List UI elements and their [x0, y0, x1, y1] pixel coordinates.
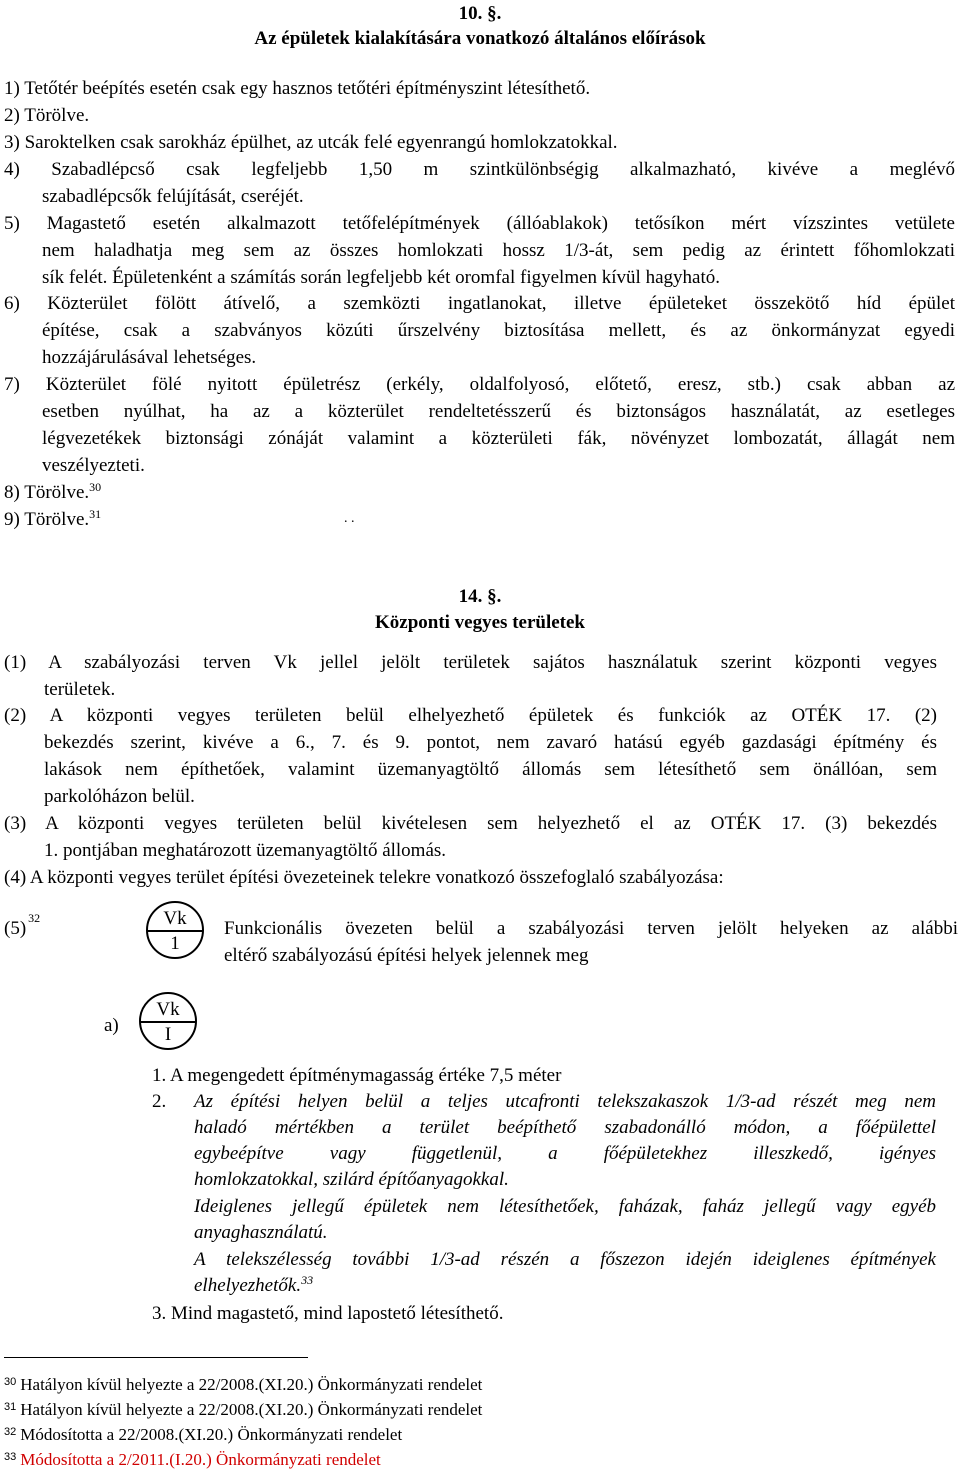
footnote-separator: [4, 1357, 308, 1358]
section-10-number: 10. §.: [458, 3, 502, 24]
s10-item-5-line2: nem haladhatja meg sem az összes homlokzati hossz 1/3-át, sem pedig az érintett főhomlokzati: [42, 240, 955, 261]
zone-symbol-top: Vk: [156, 999, 180, 1020]
list-item-2-line5: Ideiglenes jellegű épületek nem létesíthetőek, faházak, faház jellegű vagy egyéb: [194, 1196, 936, 1217]
s14-item-5-label: [4, 911, 41, 939]
footnote-31: [4, 1401, 482, 1418]
s10-item-8-text: 8) Törölve.: [4, 482, 90, 503]
s14-item-5-line1: Funkcionális övezeten belül a szabályozási terven jelölt helyeken az alábbi: [224, 918, 958, 939]
s10-item-6-line1: 6) Közterület fölött átívelő, a szemközti ingatlanokat, illetve épületeket összekötő híd épület: [4, 293, 955, 314]
footnote-text: Módosította a 2/2011.(I.20.) Önkormányzati rendelet: [20, 1450, 381, 1469]
s14-item-5-line2: eltérő szabályozású építési helyek jelennek meg: [224, 945, 589, 966]
list-item-1: 1. A megengedett építménymagasság értéke 7,5 méter: [152, 1065, 562, 1086]
list-item-2-line1: Az építési helyen belül a teljes utcafronti telekszakaszok 1/3-ad részét meg nem: [194, 1091, 936, 1112]
s10-item-7-line1: 7) Közterület fölé nyitott épületrész (erkély, oldalfolyosó, előtető, eresz, stb.) csak abban az: [4, 374, 955, 395]
s10-item-9: [4, 507, 102, 530]
s10-item-4-line2: szabadlépcsők felújítását, cseréjét.: [42, 186, 304, 207]
list-item-2-line3: egybeépítve vagy függetlenül, a főépületekhez illeszkedő, igényes: [194, 1143, 936, 1164]
s14-item-2-line3: lakások nem építhetőek, valamint üzemanyagtöltő állomás sem létesíthető sem önállóan, sem: [44, 759, 937, 780]
s10-item-4-line1: 4) Szabadlépcső csak legfeljebb 1,50 m szintkülönbségig alkalmazható, kivéve a meglévő: [4, 159, 955, 180]
s10-item-6-line2: építése, csak a szabványos közúti űrszelvény biztosítása mellett, és az önkormányzat egyedi: [42, 320, 955, 341]
s10-item-1: 1) Tetőtér beépítés esetén csak egy hasznos tetőtéri építményszint létesíthető.: [4, 78, 591, 99]
footnote-number: 32: [4, 1426, 17, 1438]
footnote-text: Hatályon kívül helyezte a 22/2008.(XI.20.) Önkormányzati rendelet: [20, 1375, 483, 1394]
zone-symbol-vk-I: [139, 992, 197, 1050]
item-5-label-text: (5): [4, 918, 27, 939]
s14-item-2-line4: parkolóházon belül.: [44, 786, 195, 807]
s10-item-7-line4: veszélyezteti.: [42, 455, 145, 476]
s10-item-3: 3) Saroktelken csak sarokház épülhet, az utcák felé egyenrangú homlokzatokkal.: [4, 132, 618, 153]
s14-item-2-line1: (2) A központi vegyes területen belül elhelyezhető épületek és funkciók az OTÉK 17. (2): [4, 705, 937, 726]
s14-item-3-line2: 1. pontjában meghatározott üzemanyagtöltő állomás.: [44, 840, 447, 861]
list-item-2-line2: haladó mértékben a terület beépíthető szabadonálló módon, a főépülettel: [194, 1117, 936, 1138]
s14-item-1-line2: területek.: [44, 679, 116, 700]
s10-item-7-line2: esetben nyúlhat, ha az a közterület rendeltetésszerű és biztonságos használatát, az esetleges: [42, 401, 955, 422]
footnote-number: 31: [4, 1401, 17, 1413]
stray-marks: . .: [344, 511, 355, 526]
list-item-2-line4: homlokzatokkal, szilárd építőanyagokkal.: [194, 1169, 509, 1190]
s10-item-8: [4, 480, 102, 503]
s10-item-2: 2) Törölve.: [4, 105, 90, 126]
zone-symbol-divider: [148, 930, 202, 932]
list-item-2-number: 2.: [152, 1091, 167, 1112]
footnote-33: [4, 1451, 381, 1468]
footnote-ref-31[interactable]: 31: [89, 507, 102, 521]
section-14-number: 14. §.: [458, 586, 502, 607]
section-14-title: Központi vegyes területek: [374, 612, 585, 633]
s14-item-1-line1: (1) A szabályozási terven Vk jellel jelölt területek sajátos használatuk szerint központi vegyes: [4, 652, 937, 673]
list-item-2-line7: A telekszélesség további 1/3-ad részén a főszezon idején ideiglenes építmények: [194, 1249, 936, 1270]
s10-item-5-line3: sík felét. Épületenként a számítás során legfeljebb két oromfal figyelmen kívül hagyható.: [42, 267, 720, 288]
footnote-text: Módosította a 22/2008.(XI.20.) Önkormányzati rendelet: [20, 1425, 403, 1444]
s10-item-7-line3: légvezetékek biztonsági zónáját valamint a közterületi fák, növényzet lombozatát, állagát nem: [42, 428, 955, 449]
footnote-ref-30[interactable]: 30: [89, 480, 102, 494]
s10-item-9-text: 9) Törölve.: [4, 509, 90, 530]
footnote-30: [4, 1376, 482, 1393]
zone-symbol-top: Vk: [163, 908, 187, 929]
zone-symbol-divider: [141, 1021, 195, 1023]
sub-a-label: a): [104, 1015, 119, 1036]
zone-symbol-bottom: I: [164, 1024, 172, 1045]
footnote-ref-33[interactable]: 33: [301, 1273, 314, 1287]
list-item-2-line8: [194, 1273, 314, 1296]
s14-item-2-line2: bekezdés szerint, kivéve a 6., 7. és 9. pontot, nem zavaró hatású egyéb gazdasági építmény és: [44, 732, 937, 753]
s10-item-5-line1: 5) Magastető esetén alkalmazott tetőfelépítmények (állóablakok) tetősíkon mért vízszintes vetülete: [4, 213, 955, 234]
footnote-number: 33: [4, 1451, 17, 1463]
list-item-2-line6: anyaghasználatú.: [194, 1222, 328, 1243]
list-item-3: 3. Mind magastető, mind lapostető létesíthető.: [152, 1303, 504, 1324]
footnote-ref-32[interactable]: 32: [28, 911, 41, 925]
list-item-2-line8-text: elhelyezhetők.: [194, 1275, 302, 1296]
zone-symbol-bottom: 1: [170, 933, 180, 954]
zone-symbol-vk-1: [146, 901, 204, 959]
section-10-title: Az épületek kialakítására vonatkozó általános előírások: [254, 28, 706, 49]
s10-item-6-line3: hozzájárulásával lehetséges.: [42, 347, 257, 368]
s14-item-4: (4) A központi vegyes terület építési övezeteinek telekre vonatkozó összefoglaló szabályozása:: [4, 867, 724, 888]
footnote-32: [4, 1426, 402, 1443]
footnote-text: Hatályon kívül helyezte a 22/2008.(XI.20.) Önkormányzati rendelet: [20, 1400, 483, 1419]
s14-item-3-line1: (3) A központi vegyes területen belül kivételesen sem helyezhető el az OTÉK 17. (3) bekezdés: [4, 813, 937, 834]
footnote-number: 30: [4, 1376, 17, 1388]
